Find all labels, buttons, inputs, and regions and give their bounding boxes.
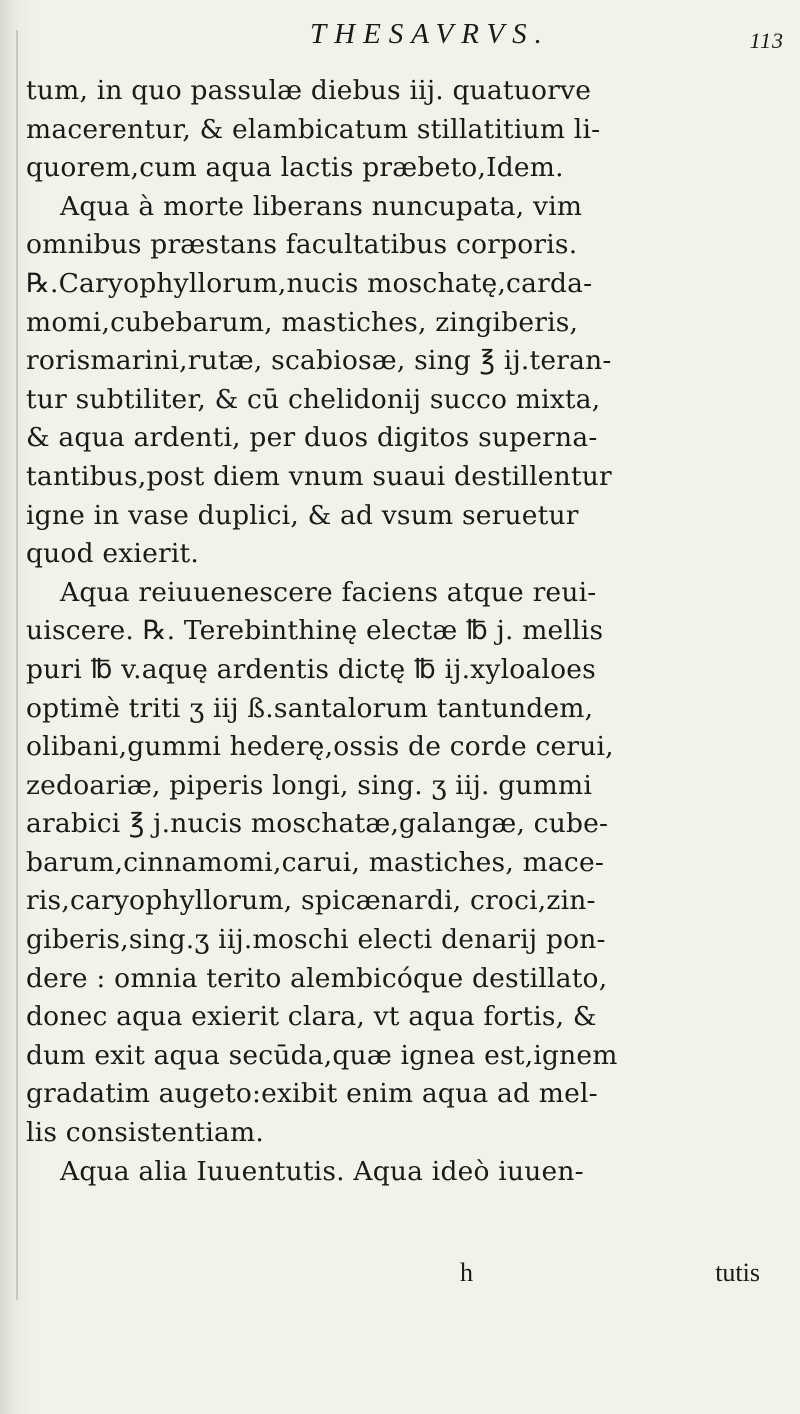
text-line: olibani,gummi hederę,ossis de corde cerui, — [26, 731, 614, 763]
text-line: tum, in quo passulæ diebus iij. quatuorve — [26, 75, 592, 106]
text-line: lis consistentiam. — [26, 1117, 264, 1149]
text-line: ℞.Caryophyllorum,nucis moschatę,carda- — [26, 267, 593, 299]
text-line: dum exit aqua secūda,quæ ignea est,ignem — [26, 1039, 618, 1071]
binding-gutter — [16, 30, 18, 1300]
text-line: Aqua à morte liberans nuncupata, vim — [60, 190, 583, 222]
text-line: arabici ℥ j.nucis moschatæ,galangæ, cube- — [26, 808, 609, 840]
text-line: rorismarini,rutæ, scabiosæ, sing ℥ ij.teran- — [26, 345, 612, 377]
running-head: THESAVRVS. — [310, 18, 550, 50]
text-line: & aqua ardenti, per duos digitos superna- — [26, 422, 598, 454]
text-line: omnibus præstans facultatibus corporis. — [26, 229, 578, 261]
text-line: Aqua reiuuenescere faciens atque reui- — [60, 576, 597, 608]
body-text — [26, 72, 786, 1191]
text-line: puri ℔ v.aquę ardentis dictę ℔ ij.xyloaloes — [26, 653, 596, 685]
text-line: Aqua alia Iuuentutis. Aqua ideò iuuen- — [60, 1155, 584, 1187]
text-line: dere : omnia terito alembicóque destillato, — [26, 962, 608, 994]
text-line: igne in vase duplici, & ad vsum seruetur — [26, 499, 579, 531]
text-line: gradatim augeto:exibit enim aqua ad mel- — [26, 1078, 598, 1110]
page-number: 113 — [749, 28, 784, 53]
text-line: quod exierit. — [26, 538, 199, 570]
text-line: zedoariæ, piperis longi, sing. ʒ iij. gummi — [26, 769, 593, 801]
text-line: momi,cubebarum, mastiches, zingiberis, — [26, 306, 579, 338]
text-line: optimè triti ʒ iij ß.santalorum tantundem, — [26, 692, 594, 724]
text-line: barum,cinnamomi,carui, mastiches, mace- — [26, 846, 605, 878]
text-line: giberis,sing.ʒ iij.moschi electi denarij pon- — [26, 924, 606, 956]
text-line: ris,caryophyllorum, spicænardi, croci,zin- — [26, 885, 596, 917]
text-line: macerentur, & elambicatum stillatitium li- — [26, 113, 601, 145]
signature-mark: h — [460, 1258, 473, 1287]
text-line: uiscere. ℞. Terebinthinę electæ ℔ j. mellis — [26, 615, 604, 647]
text-line: tantibus,post diem vnum suaui destillentur — [26, 460, 612, 492]
text-line: donec aqua exierit clara, vt aqua fortis, & — [26, 1001, 597, 1033]
text-line: tur subtiliter, & cū chelidonij succo mixta, — [26, 383, 601, 415]
catchword: tutis — [715, 1258, 760, 1287]
text-line: quorem,cum aqua lactis præbeto,Idem. — [26, 152, 564, 184]
